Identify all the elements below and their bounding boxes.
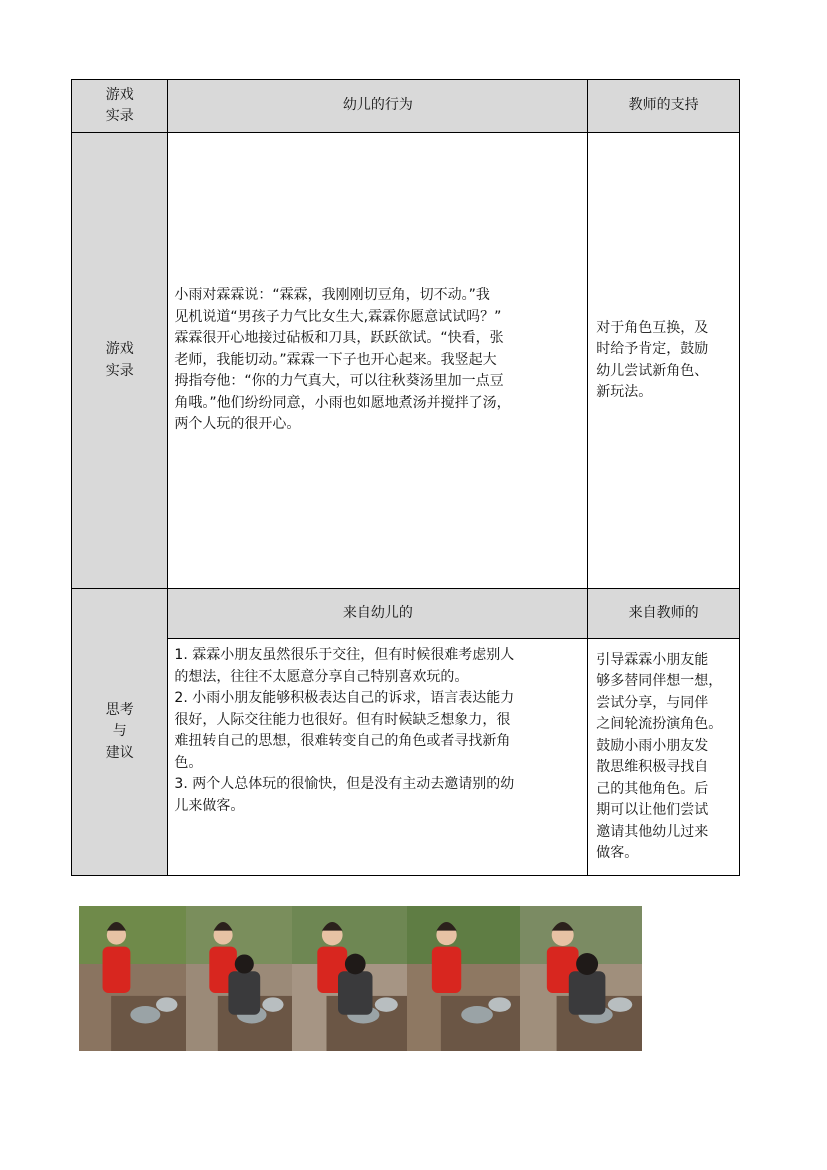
photo-plate	[375, 997, 398, 1012]
child-behavior-text	[168, 133, 588, 589]
behavior-line: 两个人玩的很开心。	[174, 416, 301, 433]
teacher-line: 散思维积极寻找自	[596, 759, 709, 775]
reflection-line: 儿来做客。	[174, 797, 245, 814]
photo-4	[407, 906, 520, 1051]
photo-boy-and-girl-cooking	[520, 906, 642, 1051]
behavior-line: 霖霖很开心地接过砧板和刀具，跃跃欲试。“快看，张	[174, 330, 504, 347]
teacher-line: 尝试分享，与同伴	[596, 694, 709, 711]
teacher-reflection-text	[588, 639, 740, 876]
header-game-record	[72, 80, 168, 133]
reflection-line: 1. 霖霖小朋友虽然很乐于交往，但有时候很难考虑别人	[174, 647, 515, 663]
photo-girl-at-play-kitchen-2	[407, 906, 520, 1051]
photo-boy-jacket	[569, 971, 606, 1015]
photo-strip	[79, 906, 642, 1051]
reflection-label	[72, 589, 168, 876]
photo-boy-and-girl-cutting-2	[292, 906, 407, 1051]
photo-3	[292, 906, 407, 1051]
teacher-support-text	[588, 133, 740, 589]
photo-background	[79, 906, 186, 971]
behavior-line: 角哦。”他们纷纷同意，小雨也如愿地煮汤并搅拌了汤，	[174, 394, 511, 411]
header-row	[72, 80, 740, 133]
record-label-line2: 实录	[105, 362, 134, 379]
observation-table	[71, 79, 740, 876]
teacher-line: 够多替同伴想一想，	[596, 673, 723, 689]
reflection-row	[72, 639, 740, 876]
photo-5	[520, 906, 642, 1051]
reflection-line: 3. 两个人总体玩的很愉快，但是没有主动去邀请别的幼	[174, 776, 515, 792]
teacher-line: 鼓励小雨小朋友发	[596, 737, 709, 754]
support-line: 时给予肯定，鼓励	[596, 341, 709, 357]
teacher-line: 引导霖霖小朋友能	[596, 651, 709, 668]
photo-plate	[608, 997, 632, 1012]
reflection-label-line3: 建议	[105, 744, 134, 761]
header-child-behavior: 幼儿的行为	[168, 80, 588, 133]
teacher-line: 己的其他角色。后	[596, 780, 709, 797]
reflection-label-line1: 思考	[105, 701, 134, 718]
photo-1	[79, 906, 186, 1051]
behavior-line: 见机说道“男孩子力气比女生大,霖霖你愿意试试吗？”	[174, 308, 502, 325]
header-from-children: 来自幼儿的	[168, 589, 588, 639]
photo-pot	[461, 1006, 493, 1023]
record-row	[72, 133, 740, 589]
photo-boy-head	[576, 953, 598, 975]
record-label-line1: 游戏	[105, 341, 134, 357]
header-game-record-line1: 游戏	[105, 86, 134, 103]
photo-boy-and-girl-cutting-1	[186, 906, 292, 1051]
reflection-line: 很好，人际交往能力也很好。但有时候缺乏想象力，很	[174, 711, 511, 728]
behavior-line: 小雨对霖霖说：“霖霖，我刚刚切豆角，切不动。”我	[174, 287, 490, 304]
support-line: 幼儿尝试新角色、	[596, 362, 709, 379]
photo-background	[407, 906, 520, 971]
reflection-line: 色。	[174, 754, 203, 771]
behavior-line: 拇指夸他：“你的力气真大，可以往秋葵汤里加一点豆	[174, 373, 504, 390]
support-line: 对于角色互换，及	[596, 319, 709, 336]
photo-pot	[130, 1006, 160, 1023]
support-line: 新玩法。	[596, 384, 653, 400]
reflection-line: 2. 小雨小朋友能够积极表达自己的诉求，语言表达能力	[174, 690, 515, 706]
photo-plate	[488, 997, 511, 1012]
teacher-line: 之间轮流扮演角色。	[596, 716, 723, 732]
photo-boy-jacket	[338, 971, 373, 1015]
header-game-record-line2: 实录	[105, 108, 134, 124]
teacher-line: 做客。	[596, 845, 639, 861]
photo-boy-head	[235, 954, 254, 973]
teacher-line: 期可以让他们尝试	[596, 802, 709, 818]
header-teacher-support: 教师的支持	[588, 80, 740, 133]
photo-boy-head	[345, 954, 366, 975]
reflection-label-line2: 与	[112, 723, 127, 740]
reflection-line: 难扭转自己的思想，很难转变自己的角色或者寻找新角	[174, 733, 511, 749]
reflection-subheader-row	[72, 589, 740, 639]
photo-girl-at-play-kitchen-1	[79, 906, 186, 1051]
children-reflection-text	[168, 639, 588, 876]
record-label	[72, 133, 168, 589]
photo-plate	[156, 997, 177, 1012]
photo-plate	[262, 997, 283, 1012]
photo-boy-jacket	[228, 971, 260, 1015]
photo-child-jacket	[432, 947, 461, 993]
behavior-line: 老师，我能切动。”霖霖一下子也开心起来。我竖起大	[174, 351, 497, 368]
photo-2	[186, 906, 292, 1051]
header-from-teacher: 来自教师的	[588, 589, 740, 639]
teacher-line: 邀请其他幼儿过来	[596, 823, 709, 840]
photo-child-jacket	[103, 947, 131, 993]
reflection-line: 的想法，往往不太愿意分享自己特别喜欢玩的。	[174, 668, 469, 685]
